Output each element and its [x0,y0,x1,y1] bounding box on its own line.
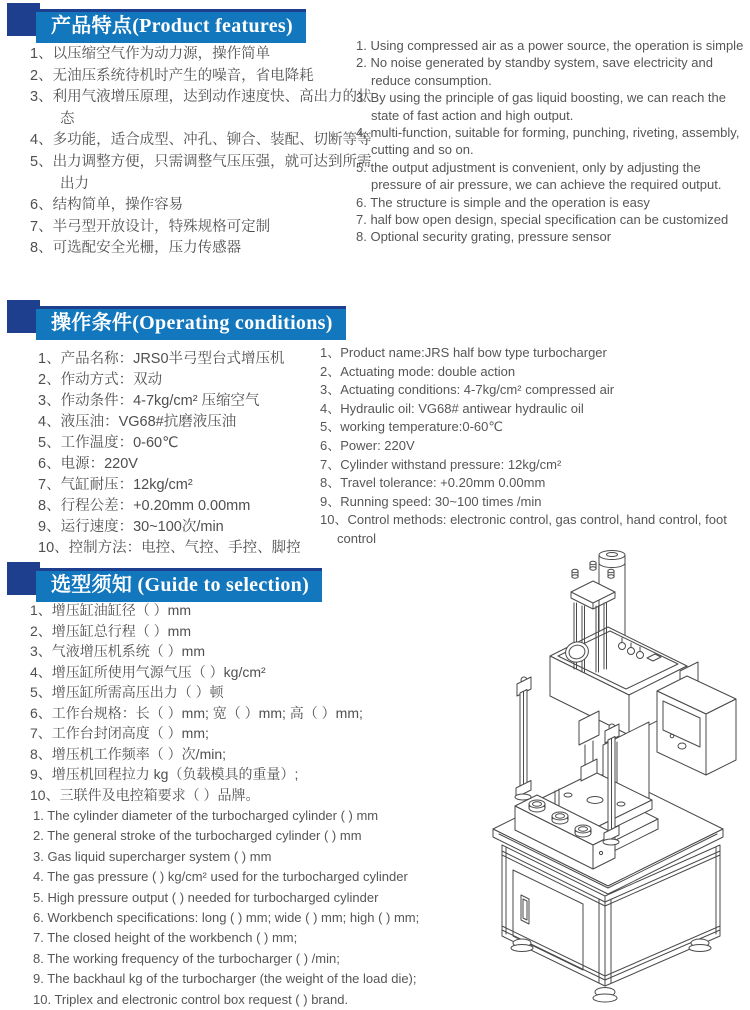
list-item: 1、增压缸油缸径（ ）mm [30,602,191,618]
ram-shape [579,711,599,781]
panel-button-shape [575,825,591,837]
list-item: 1、Product name:JRS half bow type turbocharger [320,345,607,360]
list-item: 2、Actuating mode: double action [320,363,516,379]
list-item: 1. Using compressed air as a power source, the operation is simple [356,38,744,53]
list-item: 8、可选配安全光栅，压力传感器 [30,240,242,257]
list-item: 4, multi-function, suitable for forming, punching, riveting, assembly, cutting and so on. [356,125,740,158]
list-item: 4、多功能，适合成型、冲孔、铆合、装配、切断等等 [30,132,372,149]
list-item: 6、工作台规格：长（ ）mm; 宽（ ）mm; 高（ ）mm; [30,704,363,721]
list-item: 8. The working frequency of the turbocharger ( ) /min; [33,950,340,966]
operating-en-list [320,344,748,549]
list-item: 7. The closed height of the workbench ( ) mm; [33,930,298,946]
list-item: 10、控制方法：电控、气控、手控、脚控 [38,540,301,556]
list-item: 6. Workbench specifications: long ( ) mm; wide ( ) mm; high ( ) mm; [33,910,420,926]
list-item: 7、半弓型开放设计，特殊规格可定制 [30,218,271,235]
machine-isometric-line-drawing [425,543,750,1008]
list-item: 6、电源：220V [38,456,138,472]
section-operating-header [7,300,346,346]
list-item: 5、增压缸所需高压出力（ ）顿 [30,684,224,700]
list-item: 3、Actuating conditions: 4-7kg/cm² compressed air [320,382,615,398]
list-item: 7、Cylinder withstand pressure: 12kg/cm² [320,456,562,472]
list-item: 9、增压机回程拉力 kg（负载模具的重量）; [30,766,299,782]
features-cn-list [30,44,382,260]
list-item: 3、气液增压机系统（ ）mm [30,643,205,659]
list-item: 3、作动条件：4-7kg/cm² 压缩空气 [38,393,260,409]
door-handle-shape [521,895,529,924]
list-item: 1、以压缩空气作为动力源，操作简单 [30,46,271,62]
list-item: 9. The backhaul kg of the turbocharger (the weight of the load die); [33,971,417,987]
list-item: 3. Gas liquid supercharger system ( ) mm [33,848,272,864]
list-item: 2、增压缸总行程（ ）mm [30,622,191,639]
section-features-header [7,3,306,49]
list-item: 4、Hydraulic oil: VG68# antiwear hydraulic oil [320,400,584,416]
list-item: 1. The cylinder diameter of the turbocharged cylinder ( ) mm [33,808,379,823]
list-item: 7. half bow open design, special specification can be customized [356,212,729,228]
list-item: 2. The general stroke of the turbocharged cylinder ( ) mm [33,828,362,844]
list-item: 6、结构简单，操作容易 [30,197,184,214]
list-item: 5. High pressure output ( ) needed for turbocharged cylinder [33,889,379,905]
list-item: 8. Optional security grating, pressure sensor [356,229,612,245]
selection-cn-list [30,600,438,805]
list-item: 3. By using the principle of gas liquid boosting, we can reach the state of fast action and high output. [356,90,727,123]
list-item: 10、Control methods: electronic control, gas control, hand control, foot control [320,512,727,546]
list-item: 2. No noise generated by standby system, save electricity and reduce consumption. [356,55,713,88]
list-item: 8、Travel tolerance: +0.20mm 0.00mm [320,475,546,491]
list-item: 4. The gas pressure ( ) kg/cm² used for the turbocharged cylinder [33,869,408,885]
list-item: 3、利用气液增压原理，达到动作速度快、高出力的状态 [30,89,372,127]
list-item: 9、运行速度：30~100次/min [38,519,224,535]
list-item: 8、行程公差：+0.20mm 0.00mm [38,498,251,514]
list-item: 5、working temperature:0-60℃ [320,419,503,435]
light-curtain-left-shape [515,677,531,800]
list-item: 5. the output adjustment is convenient, only by adjusting the pressure of air pressure, we can achieve the required output. [356,159,722,193]
list-item: 2、作动方式：双动 [38,372,163,388]
list-item: 7、气缸耐压：12kg/cm² [38,477,193,493]
list-item: 7、工作台封闭高度（ ）mm; [30,725,209,741]
operating-cn-list [38,349,338,559]
list-item: 10. Triplex and electronic control box request ( ) brand. [33,991,349,1007]
list-item: 4、增压缸所使用气源气压（ ）kg/cm² [30,663,266,680]
list-item: 5、工作温度：0-60℃ [38,435,179,451]
list-item: 10、三联件及电控箱要求（ ）品牌。 [30,786,260,803]
section-title-features: 产品特点(Product features) [36,9,306,43]
section-title-operating: 操作条件(Operating conditions) [36,306,346,340]
panel-button-shape [552,812,568,824]
list-item: 6、Power: 220V [320,437,415,453]
list-item: 1、产品名称：JRS0半弓型台式增压机 [38,351,285,367]
section-title-selection: 选型须知 (Guide to selection) [36,568,322,602]
list-item: 4、液压油：VG68#抗磨液压油 [38,414,237,430]
list-item: 2、无油压系统待机时产生的噪音，省电降耗 [30,67,314,84]
list-item: 8、增压机工作频率（ ）次/min; [30,745,227,762]
features-en-list [356,37,748,246]
list-item: 5、出力调整方便，只需调整气压压强，就可达到所需出力 [30,153,372,192]
panel-button-shape [529,800,545,812]
list-item: 6. The structure is simple and the operation is easy [356,194,650,210]
list-item: 9、Running speed: 30~100 times /min [320,493,542,509]
